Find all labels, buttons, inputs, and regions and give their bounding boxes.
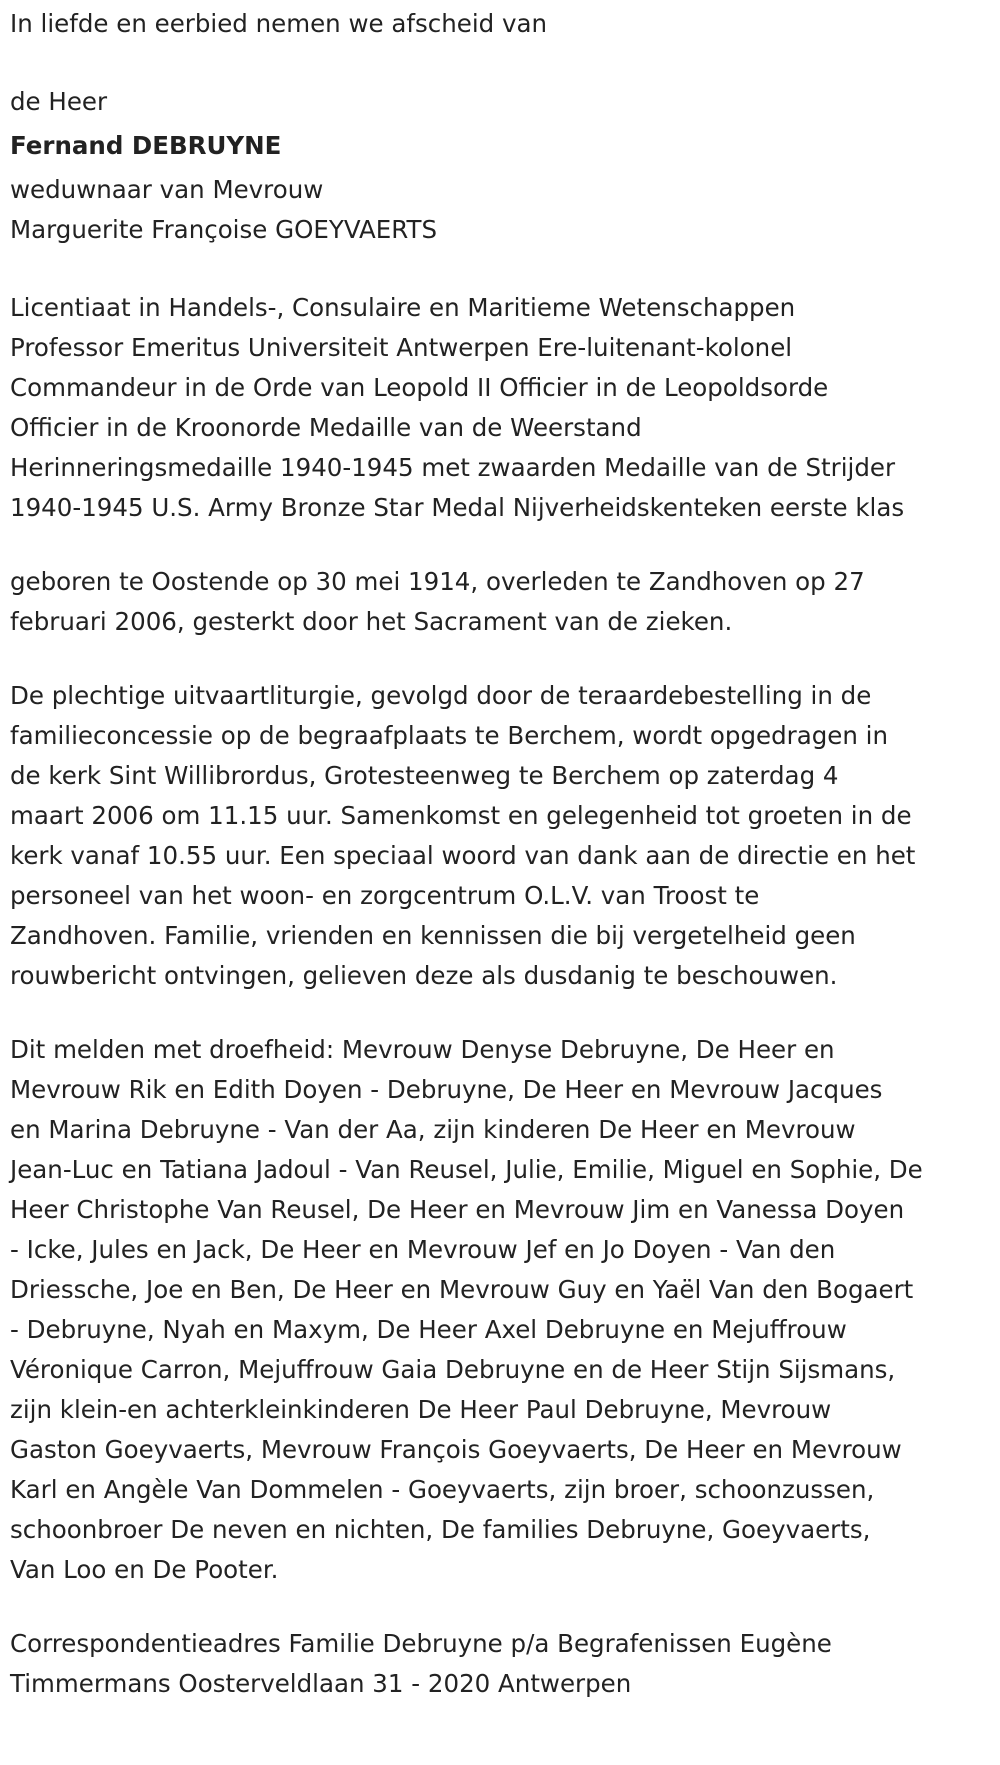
family-line: - Icke, Jules en Jack, De Heer en Mevrouw Jef en Jo Doyen - Van den [10,1235,836,1264]
correspondence-section [10,1624,985,1704]
spacer [10,44,985,82]
titles-line: Professor Emeritus Universiteit Antwerpen Ere-luitenant-kolonel [10,333,793,362]
family-line: Heer Christophe Van Reusel, De Heer en Mevrouw Jim en Vanessa Doyen [10,1195,905,1224]
spacer [10,250,985,288]
funeral-line: kerk vanaf 10.55 uur. Een speciaal woord van dank aan de directie en het [10,841,916,870]
funeral-line: De plechtige uitvaartliturgie, gevolgd door de teraardebestelling in de [10,681,872,710]
funeral-section [10,676,985,996]
relation-text: weduwnaar van Mevrouw [10,175,324,204]
funeral-line: Zandhoven. Familie, vrienden en kennissen die bij vergetelheid geen [10,921,856,950]
family-line: zijn klein-en achterkleinkinderen De Heer Paul Debruyne, Mevrouw [10,1395,832,1424]
funeral-line: de kerk Sint Willibrordus, Grotesteenweg te Berchem op zaterdag 4 [10,761,839,790]
spacer [10,1590,985,1624]
family-line: Gaston Goeyvaerts, Mevrouw François Goeyvaerts, De Heer en Mevrouw [10,1435,902,1464]
funeral-line: rouwbericht ontvingen, gelieven deze als dusdanig te beschouwen. [10,961,838,990]
family-line: - Debruyne, Nyah en Maxym, De Heer Axel Debruyne en Mejuffrouw [10,1315,847,1344]
family-line: Véronique Carron, Mejuffrouw Gaia Debruyne en de Heer Stijn Sijsmans, [10,1355,896,1384]
titles-section [10,288,985,528]
funeral-line: familieconcessie op de begraafplaats te Berchem, wordt opgedragen in [10,721,889,750]
spouse-name: Marguerite Françoise GOEYVAERTS [10,215,438,244]
titles-line: 1940-1945 U.S. Army Bronze Star Medal Nijverheidskenteken eerste klas [10,493,905,522]
funeral-line: personeel van het woon- en zorgcentrum O.L.V. van Troost te [10,881,760,910]
obituary-notice [10,4,985,1704]
family-line: Jean-Luc en Tatiana Jadoul - Van Reusel, Julie, Emilie, Miguel en Sophie, De [10,1155,923,1184]
spacer [10,996,985,1030]
correspondence-line: Timmermans Oosterveldlaan 31 - 2020 Antwerpen [10,1669,632,1698]
family-line: Karl en Angèle Van Dommelen - Goeyvaerts, zijn broer, schoonzussen, [10,1475,875,1504]
spacer [10,642,985,676]
family-line: Van Loo en De Pooter. [10,1555,279,1584]
correspondence-line: Correspondentieadres Familie Debruyne p/a Begrafenissen Eugène [10,1629,832,1658]
birth-death-section [10,562,985,642]
family-line: schoonbroer De neven en nichten, De families Debruyne, Goeyvaerts, [10,1515,871,1544]
birth-death-line: geboren te Oostende op 30 mei 1914, overleden te Zandhoven op 27 [10,567,865,596]
family-line: Mevrouw Rik en Edith Doyen - Debruyne, De Heer en Mevrouw Jacques [10,1075,883,1104]
family-line: en Marina Debruyne - Van der Aa, zijn kinderen De Heer en Mevrouw [10,1115,856,1144]
honorific: de Heer [10,87,108,116]
titles-line: Commandeur in de Orde van Leopold II Officier in de Leopoldsorde [10,373,829,402]
titles-line: Officier in de Kroonorde Medaille van de Weerstand [10,413,642,442]
family-line: Dit melden met droefheid: Mevrouw Denyse Debruyne, De Heer en [10,1035,835,1064]
titles-line: Herinneringsmedaille 1940-1945 met zwaarden Medaille van de Strijder [10,453,896,482]
birth-death-line: februari 2006, gesterkt door het Sacrament van de zieken. [10,607,733,636]
deceased-name: Fernand DEBRUYNE [10,131,282,160]
spacer [10,528,985,562]
funeral-line: maart 2006 om 11.15 uur. Samenkomst en gelegenheid tot groeten in de [10,801,912,830]
intro-text: In liefde en eerbied nemen we afscheid van [10,9,548,38]
family-line: Driessche, Joe en Ben, De Heer en Mevrouw Guy en Yaël Van den Bogaert [10,1275,914,1304]
titles-line: Licentiaat in Handels-, Consulaire en Maritieme Wetenschappen [10,293,796,322]
family-section [10,1030,985,1590]
